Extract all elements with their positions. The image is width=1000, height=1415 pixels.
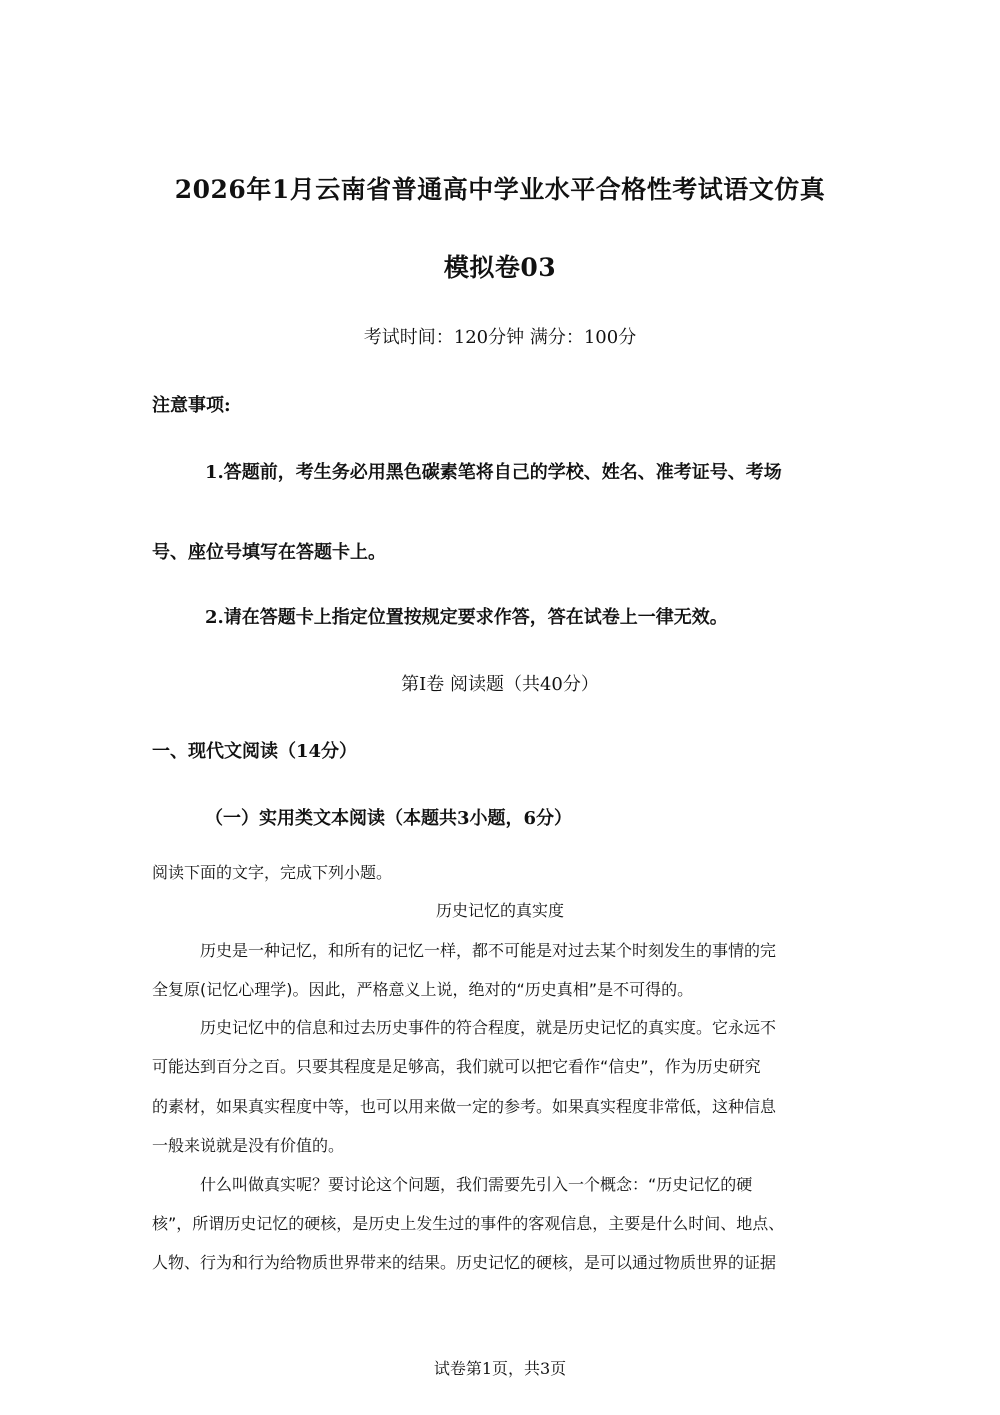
exam-time-score: 考试时间：120分钟 满分：100分 — [363, 327, 637, 348]
article-line: 可能达到百分之百。只要其程度是足够高，我们就可以把它看作“信史”，作为历史研究 — [152, 1057, 761, 1076]
article-line: 历史是一种记忆，和所有的记忆一样，都不可能是对过去某个时刻发生的事情的完 — [200, 941, 777, 960]
notice-item-1-line1: 1.答题前，考生务必用黑色碳素笔将自己的学校、姓名、准考证号、考场 — [205, 462, 782, 483]
article-line: 的素材，如果真实程度中等，也可以用来做一定的参考。如果真实程度非常低，这种信息 — [152, 1097, 777, 1116]
article-line: 核”，所谓历史记忆的硬核，是历史上发生过的事件的客观信息，主要是什么时间、地点、 — [152, 1214, 785, 1233]
notice-heading: 注意事项: — [152, 395, 231, 416]
part-heading: 第I卷 阅读题（共40分） — [401, 674, 599, 695]
subsection-heading: （一）实用类文本阅读（本题共3小题，6分） — [205, 808, 573, 829]
article-line: 人物、行为和行为给物质世界带来的结果。历史记忆的硬核，是可以通过物质世界的证据 — [152, 1253, 777, 1272]
section-heading: 一、现代文阅读（14分） — [152, 741, 358, 762]
article-line: 一般来说就是没有价值的。 — [152, 1136, 345, 1155]
exam-title-line1: 2026年1月云南省普通高中学业水平合格性考试语文仿真 — [174, 175, 826, 204]
notice-item-1-line2: 号、座位号填写在答题卡上。 — [152, 542, 386, 563]
notice-item-2: 2.请在答题卡上指定位置按规定要求作答，答在试卷上一律无效。 — [205, 607, 728, 628]
article-line: 什么叫做真实呢？要讨论这个问题，我们需要先引入一个概念：“历史记忆的硬 — [200, 1175, 753, 1194]
page-footer: 试卷第1页，共3页 — [433, 1359, 567, 1378]
article-title: 历史记忆的真实度 — [435, 901, 564, 920]
article-line: 历史记忆中的信息和过去历史事件的符合程度，就是历史记忆的真实度。它永远不 — [200, 1018, 777, 1037]
reading-instruction: 阅读下面的文字，完成下列小题。 — [152, 863, 393, 882]
exam-title-line2: 模拟卷03 — [443, 253, 557, 282]
article-line: 全复原(记忆心理学)。因此，严格意义上说，绝对的“历史真相”是不可得的。 — [152, 980, 694, 999]
